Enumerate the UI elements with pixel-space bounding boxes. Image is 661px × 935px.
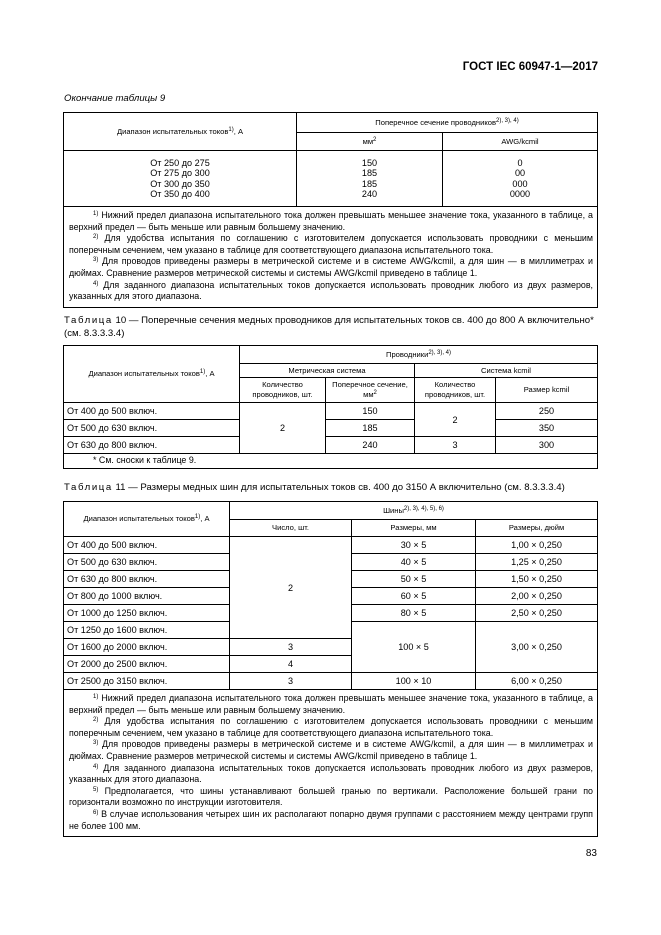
- t11-header-in: Размеры, дюйм: [476, 520, 598, 537]
- table-row: От 630 до 800 включ. 240 3 300: [64, 437, 598, 454]
- table11-caption: Таблица 11 — Размеры медных шин для испытательных токов св. 400 до 3150 А включительно (см. 8.3.3.3.4): [64, 482, 565, 493]
- standard-header: ГОСТ IEC 60947-1—2017: [462, 61, 598, 73]
- table-11: [63, 501, 598, 837]
- t9-header-range: Диапазон испытательных токов$^{1)}$, А: [64, 113, 297, 151]
- t10-header-metric: Метрическая система: [240, 364, 415, 378]
- t9-note-3: $^{3)}$ Для проводов приведены размеры в метрической системе и в системе AWG/kcmil, а для шин — в миллиметрах и дюймах. Сравнение размеров метрической системы и системы AWG/kcmil приведено в таблице 1.: [69, 256, 593, 278]
- t10-header-kcmil: Система kcmil: [415, 364, 598, 378]
- t9-header-section: Поперечное сечение проводников$^{2), 3), 4)}$: [297, 113, 598, 133]
- t9-header-awg: AWG/kcmil: [443, 133, 598, 151]
- page-number: 83: [585, 848, 597, 859]
- t11-note-4: $^{4)}$ Для заданного диапазона испытательных токов допускается использовать проводник любого из двух размеров, указанных для этого диапазона.: [69, 762, 593, 785]
- t11-header-count: Число, шт.: [230, 520, 352, 537]
- table-row: От 800 до 1000 включ. 60 × 5 2,00 × 0,250: [64, 588, 598, 605]
- t11-note-3: $^{3)}$ Для проводов приведены размеры в метрической системе и в системе AWG/kcmil, а для шин — в миллиметрах и дюймах. Сравнение размеров метрической системы и системы AWG/kcmil приведено в таблице 1.: [69, 739, 593, 761]
- t11-note-6: $^{6)}$ В случае использования четырех шин их располагают попарно двумя группами с расстоянием между центрами групп не более 100 мм.: [69, 808, 593, 831]
- t10-qty-kcmil-a: 2: [415, 403, 496, 437]
- t11-mm-merged: 100 × 5: [352, 622, 476, 673]
- t9-note-1: $^{1)}$ Нижний предел диапазона испытательного тока должен превышать меньшее значение тока, указанного в таблице, а верхний предел — быть меньше или равным большему значению.: [69, 210, 593, 232]
- table-row: От 1600 до 2000 включ. 3: [64, 639, 598, 656]
- t11-note-1: $^{1)}$ Нижний предел диапазона испытательного тока должен превышать меньшее значение тока, указанного в таблице, а верхний предел — быть меньше или равным большему значению.: [69, 693, 593, 715]
- t11-header-range: Диапазон испытательных токов$^{1)}$, А: [64, 502, 230, 537]
- t10-header-qty2: Количество проводников, шт.: [415, 378, 496, 403]
- t10-header-section: Поперечное сечение, $мм^2$: [326, 378, 415, 403]
- t11-note-5: $^{5)}$ Предполагается, что шины устанавливают большей гранью по вертикали. Расположение большей грани по горизонтали возможно по инструкции изготовителя.: [69, 785, 593, 808]
- t10-header-conductors: Проводники$^{2), 3), 4)}$: [240, 346, 598, 364]
- t11-header-mm: Размеры, мм: [352, 520, 476, 537]
- table-row: От 400 до 500 включ. 2 30 × 5 1,00 × 0,250: [64, 537, 598, 554]
- t9-awg-values: 0 00 000 0000: [443, 151, 598, 207]
- table-row: От 1250 до 1600 включ. 100 × 5 3,00 × 0,250: [64, 622, 598, 639]
- t11-count-a: 2: [230, 537, 352, 639]
- table-row: От 2500 до 3150 включ. 3 100 × 10 6,00 × 0,250: [64, 673, 598, 690]
- t10-header-qty: Количество проводников, шт.: [240, 378, 326, 403]
- t9-notes: [64, 207, 598, 308]
- t10-header-size: Размер kcmil: [496, 378, 598, 403]
- t11-in-merged: 3,00 × 0,250: [476, 622, 598, 673]
- table9-caption: Окончание таблицы 9: [64, 93, 166, 104]
- t10-qty-kcmil-b: 3: [415, 437, 496, 454]
- t9-header-mm: $мм^2$: [297, 133, 443, 151]
- t11-count-c: 4: [230, 656, 352, 673]
- t11-note-2: $^{2)}$ Для удобства испытания по соглашению с изготовителем допускается использовать проводники с меньшим поперечным сечением, чем указано в таблице для соответствующего диапазона испытательного тока.: [69, 716, 593, 738]
- table-row: От 2000 до 2500 включ. 4: [64, 656, 598, 673]
- table-9: [63, 112, 598, 308]
- table-row: От 400 до 500 включ. 2 150 2 250: [64, 403, 598, 420]
- table-row: От 500 до 630 включ. 185 350: [64, 420, 598, 437]
- t10-header-range: Диапазон испытательных токов$^{1)}$, А: [64, 346, 240, 403]
- t11-notes: [64, 690, 598, 837]
- t10-qty-metric: 2: [240, 403, 326, 454]
- t11-header-bars: Шины$^{2), 3), 4), 5), 6)}$: [230, 502, 598, 520]
- table10-caption: Таблица 10 — Поперечные сечения медных проводников для испытательных токов св. 400 до 800 А включительно* (см. 8.3.3.3.4): [64, 315, 594, 339]
- table-row: От 630 до 800 включ. 50 × 5 1,50 × 0,250: [64, 571, 598, 588]
- t9-note-4: $^{4)}$ Для заданного диапазона испытательных токов допускается использовать проводник любого из двух размеров, указанных для этого диапазона.: [69, 279, 593, 302]
- t11-count-b: 3: [230, 639, 352, 656]
- t9-mm-values: 150 185 185 240: [297, 151, 443, 207]
- table-row: От 500 до 630 включ. 40 × 5 1,25 × 0,250: [64, 554, 598, 571]
- t9-ranges: От 250 до 275 От 275 до 300 От 300 до 350 От 350 до 400: [64, 151, 297, 207]
- t10-footnote: * См. сноски к таблице 9.: [64, 454, 598, 469]
- table-10: [63, 345, 598, 469]
- table-row: От 1000 до 1250 включ. 80 × 5 2,50 × 0,250: [64, 605, 598, 622]
- t9-note-2: $^{2)}$ Для удобства испытания по соглашению с изготовителем допускается использовать проводники с меньшим поперечным сечением, чем указано в таблице для соответствующего диапазона испытательного тока.: [69, 233, 593, 255]
